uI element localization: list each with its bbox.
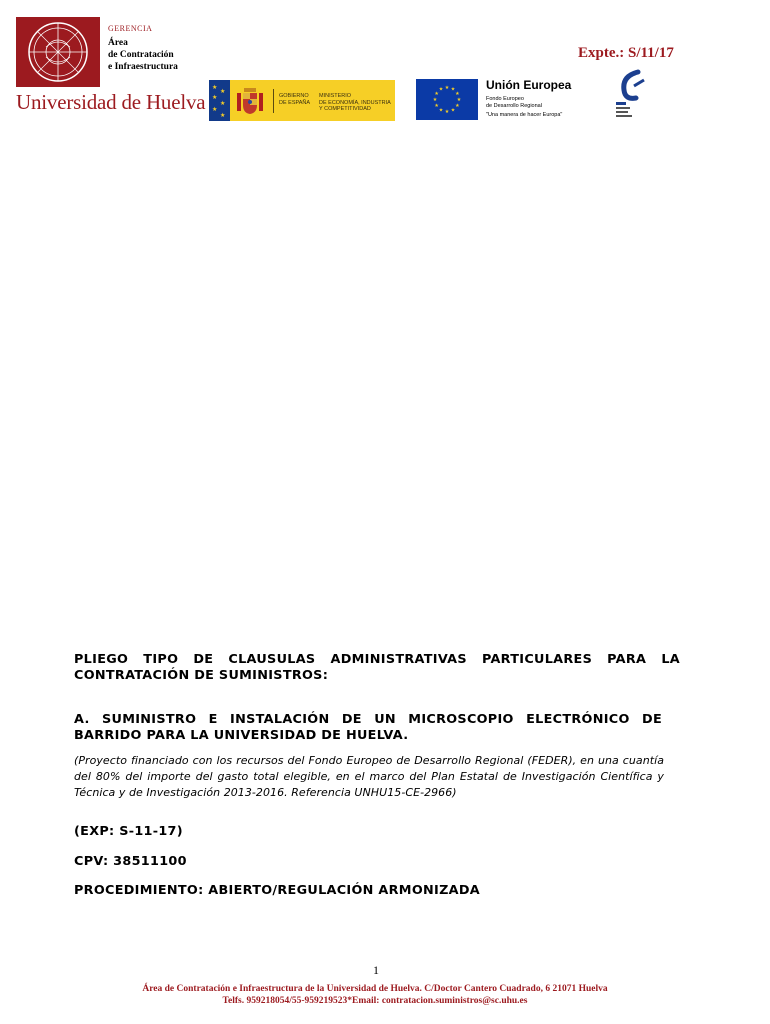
area-contratacion-label: Área de Contratación e Infraestructura (108, 38, 178, 72)
svg-text:★: ★ (450, 86, 456, 93)
logo-divider (273, 89, 274, 113)
svg-text:★: ★ (438, 86, 444, 93)
svg-text:★: ★ (438, 107, 444, 114)
svg-text:★: ★ (456, 97, 462, 103)
footer-line-contact: Telfs. 959218054/55-959219523*Email: contratacion.suministros@sc.uhu.es (222, 996, 528, 1006)
svg-text:★: ★ (444, 85, 450, 91)
expediente-code: (EXP: S-11-17) (74, 824, 183, 839)
svg-text:★: ★ (434, 103, 439, 109)
eu-slogan: "Una manera de hacer Europa" (486, 112, 563, 118)
svg-text:★: ★ (434, 91, 439, 97)
svg-text:★: ★ (220, 112, 226, 119)
gobierno-espana-logo (209, 80, 395, 121)
svg-text:★: ★ (220, 100, 226, 107)
eu-stripe (209, 80, 230, 121)
procedure-type: PROCEDIMIENTO: ABIERTO/REGULACIÓN ARMONIZADA (74, 883, 480, 898)
svg-text:★: ★ (450, 107, 456, 114)
footer-address (60, 983, 690, 1007)
svg-text:★: ★ (432, 97, 438, 103)
svg-text:★: ★ (212, 106, 218, 113)
contract-subject: A. SUMINISTRO E INSTALACIÓN DE UN MICROSCOPIO ELECTRÓNICO DE BARRIDO PARA LA UNIVERSIDAD DE HUELVA. (74, 712, 662, 743)
svg-text:★: ★ (212, 84, 218, 91)
eu-fund-text: Fondo Europeo de Desarrollo Regional (486, 96, 542, 109)
gerencia-label: GERENCIA (108, 24, 153, 33)
page-number: 1 (373, 963, 379, 977)
svg-text:★: ★ (455, 91, 460, 97)
eu-title: Unión Europea (486, 78, 572, 92)
university-seal-logo (16, 17, 100, 87)
spain-coat-of-arms-icon (235, 85, 265, 116)
svg-text:★: ★ (455, 103, 460, 109)
svg-text:★: ★ (212, 94, 218, 101)
ministerio-text: MINISTERIO DE ECONOMÍA, INDUSTRIA Y COMPETITIVIDAD (319, 93, 391, 112)
funding-note: (Proyecto financiado con los recursos del Fondo Europeo de Desarrollo Regional (FEDER), en una cuantía del 80% del importe del gasto total elegible, en el marco del Plan Estatal de Investigación Científica y Técnica y de Investigación 2013-2016. Referencia UNHU15-CE-2966) (74, 754, 664, 799)
document-title: PLIEGO TIPO DE CLAUSULAS ADMINISTRATIVAS PARTICULARES PARA LA CONTRATACIÓN DE SUMINISTROS: (74, 652, 680, 683)
university-name: Universidad de Huelva (16, 90, 206, 114)
svg-text:★: ★ (220, 88, 226, 95)
eu-flag-icon (416, 79, 478, 120)
svg-text:★: ★ (444, 109, 450, 115)
quality-seal-icon (612, 68, 648, 118)
footer-line-address: Área de Contratación e Infraestructura de la Universidad de Huelva. C/Doctor Cantero Cuadrado, 6 21071 Huelva (142, 984, 608, 994)
cpv-code: CPV: 38511100 (74, 854, 187, 869)
expediente-number: Expte.: S/11/17 (578, 45, 674, 61)
gobierno-text: GOBIERNO DE ESPAÑA (279, 93, 311, 106)
